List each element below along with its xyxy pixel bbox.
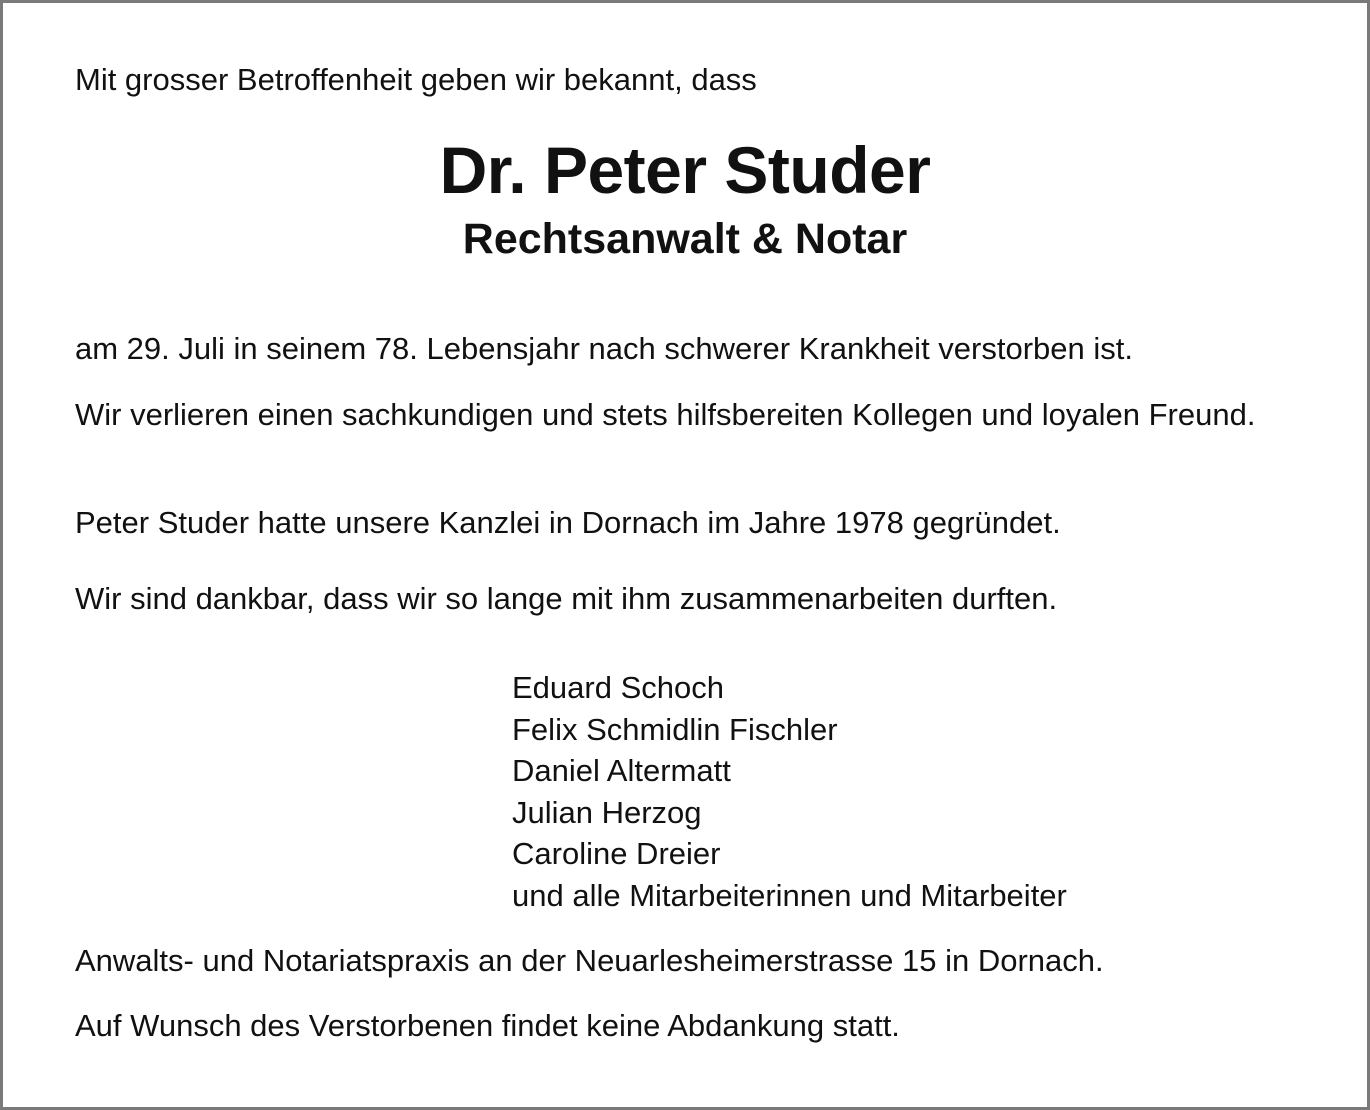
gratitude-paragraph: Wir sind dankbar, dass wir so lange mit ihm zusammenarbeiten durften. — [75, 581, 1058, 616]
signer-staff: und alle Mitarbeiterinnen und Mitarbeiter — [512, 877, 1067, 913]
signer-name: Felix Schmidlin Fischler — [512, 711, 838, 747]
deceased-name: Dr. Peter Studer — [439, 133, 931, 207]
signers-list — [512, 667, 1067, 916]
funeral-note: Auf Wunsch des Verstorbenen findet keine Abdankung statt. — [75, 1008, 900, 1043]
deceased-profession: Rechtsanwalt & Notar — [462, 215, 908, 263]
signer-name: Eduard Schoch — [512, 670, 724, 705]
signer-name: Julian Herzog — [512, 794, 702, 830]
practice-address: Anwalts- und Notariatspraxis an der Neuarlesheimerstrasse 15 in Dornach. — [75, 943, 1104, 978]
founding-paragraph: Peter Studer hatte unsere Kanzlei in Dornach im Jahre 1978 gegründet. — [75, 505, 1061, 540]
intro-text: Mit grosser Betroffenheit geben wir bekannt, dass — [75, 62, 757, 97]
signer-name: Caroline Dreier — [512, 836, 721, 871]
signer-name: Daniel Altermatt — [512, 753, 731, 788]
tribute-paragraph: Wir verlieren einen sachkundigen und stets hilfsbereiten Kollegen und loyalen Freund. — [75, 397, 1256, 432]
death-announcement: am 29. Juli in seinem 78. Lebensjahr nach schwerer Krankheit verstorben ist. — [75, 331, 1133, 366]
